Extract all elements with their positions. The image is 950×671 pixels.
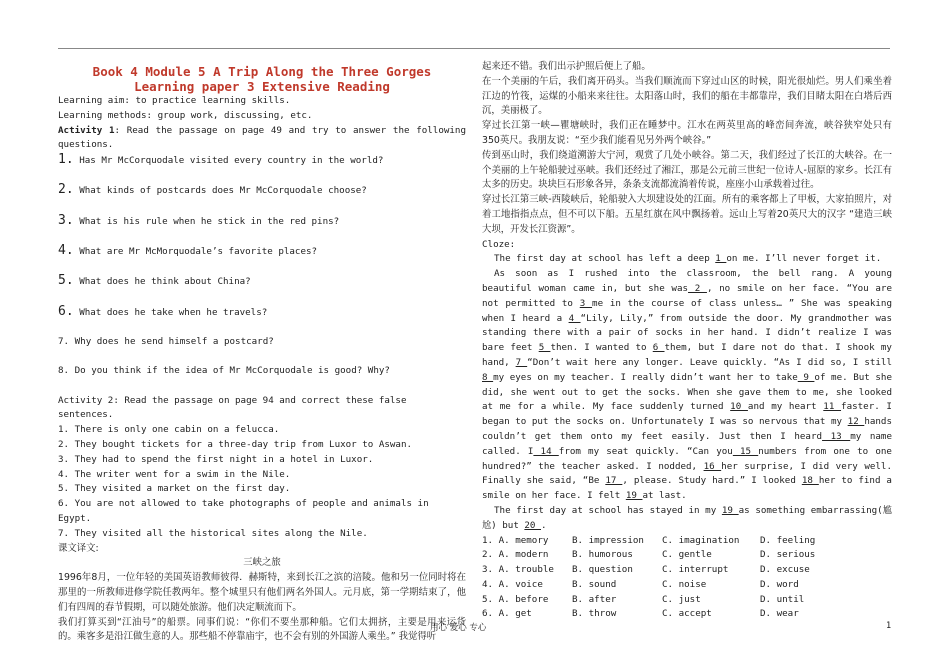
statement: 4. The writer went for a swim in the Nile. (58, 468, 291, 480)
title-line-2: Learning paper 3 Extensive Reading (134, 79, 390, 94)
activity-2-title: Activity 2: Read the passage on page 94 and correct these false sentences. (58, 394, 407, 421)
cloze-blank: 19 (721, 504, 739, 516)
cloze-blank: 18 (801, 475, 819, 487)
cloze-paragraph-2: As soon as I rushed into the classroom, the bell rang. A young beautiful woman came in, but she was 2 , no smile on her face. “You are not permitted to 3 me in the course of class unless… ” She was speaking when I heard a 4 “Lily, Lily,” from outside the door. My grandmother was standing there with a pair of socks in her hand. I didn’t realize I was bare feet 5 then. I wanted to 6 them, but I dare not do that. I shook my hand, 7 “Don’t wait here any longer. Leave quickly. “As I did so, I still 8 my eyes on my teacher. I really didn’t want her to take 9 of me. But she did, she went out to get the socks. When she gave them to me, she looked at me for a while. My face suddenly turned 10 and my heart 11 faster. I began to put the socks on. Unfortunately I was so nervous that my 12 hands couldn’t get them onto my feet easily. Just then I heard 13 my name called. I 14 from my seat quickly. “Can you 15 numbers from one to one hundred?” the teacher asked. I nodded, 16 her surprise, I did very well. Finally she said, “Be 17 , please. Study hard.” I looked 18 her to find a smile on her face. I felt 19 at last. (482, 268, 892, 502)
question: 4. What are Mr McMorquodale’s favorite places? (58, 243, 318, 259)
cloze-paragraph-1: The first day at school has left a deep 1 on me. I’ll never forget it. (494, 253, 882, 265)
cloze-blank: 9 (797, 371, 815, 383)
statement: 6. You are not allowed to take photographs of people and animals in Egypt. (58, 498, 429, 524)
translation-paragraph: 传到巫山时，我们绕道溯游大宁河，观赏了几处小峡谷。第二天，我们经过了长江的大峡谷。在一个美丽的上午轮船驶过巫峡。我们还经过了湘江，那是公元前三世纪一位诗人-屈原的家乡。长江有太多的历史。块块巨石形象各异，条条支流都流淌着传说，座座小山承载着过往。 (482, 149, 892, 191)
left-column (58, 60, 466, 645)
cloze-blank: 10 (730, 401, 748, 413)
cloze-blank: 20 (524, 519, 541, 531)
cloze-blank: 8 (482, 371, 494, 383)
translation-paragraph: 1996年8月，一位年轻的美国英语教师彼得．赫斯特，来到长江之滨的涪陵。他和另一位同时将在那里的一所教师进修学院任教两年。整个城里只有他们两名外国人。元月底，第一学期结束了，他们有四周的春节假期，可以随处旅游。他们决定顺流而下。 (58, 572, 466, 613)
translation-paragraph: 在一个美丽的午后，我们离开码头。当我们顺流而下穿过山区的时候，阳光很灿烂。男人们乘坐着江边的竹筏，运煤的小船来来往往。太阳落山时，我们的船在丰都靠岸，我们目睹太阳在白塔后西沉，美丽极了。 (482, 75, 892, 117)
cloze-blank: 19 (625, 490, 643, 502)
question: 1. Has Mr McCorquodale visited every country in the world? (58, 152, 384, 168)
cloze-blank: 2 (688, 282, 707, 294)
cloze-blank: 6 (652, 342, 665, 354)
statement: 1. There is only one cabin on a felucca. (58, 424, 280, 436)
activity-1-label: Activity 1 (58, 124, 115, 136)
question: 7. Why does he send himself a postcard? (58, 335, 274, 347)
cloze-blank: 3 (579, 297, 593, 309)
cloze-blank: 15 (732, 445, 759, 457)
question: 3. What is his rule when he stick in the red pins? (58, 212, 340, 228)
translation-paragraph: 穿过长江第一峡—瞿塘峡时，我们正在睡梦中。江水在两英里高的峰峦间奔流，峡谷狭窄处只有350英尺。我朋友说：“至少我们能看见另外两个峡谷。” (482, 120, 892, 146)
question: 5. What does he think about China? (58, 273, 251, 289)
option-row: 5. A. before B. after C. just D. until (482, 593, 805, 605)
cloze-blank: 7 (515, 356, 528, 368)
cloze-blank: 16 (703, 460, 722, 472)
statement: 7. They visited all the historical sites along the Nile. (58, 527, 368, 539)
option-row: 4. A. voice B. sound C. noise D. word (482, 578, 799, 590)
cloze-blank: 17 (605, 475, 623, 487)
translation-label: 课文译文: (58, 542, 99, 554)
question: 6. What does he take when he travels? (58, 303, 268, 319)
title-line-1: Book 4 Module 5 A Trip Along the Three Gorges (92, 64, 432, 79)
learning-methods: Learning methods: group work, discussing, etc. (58, 109, 313, 121)
cloze-blank: 1 (715, 253, 727, 265)
statement: 3. They had to spend the first night in a hotel in Luxor. (58, 453, 374, 465)
translation-paragraph: 起来还不错。我们出示护照后便上了船。 (482, 61, 651, 72)
question: 2. What kinds of postcards does Mr McCorquodale choose? (58, 182, 367, 198)
statement: 2. They bought tickets for a three-day trip from Luxor to Aswan. (58, 438, 413, 450)
cloze-blank: 14 (533, 445, 559, 457)
option-row: 1. A. memory B. impression C. imagination D. feeling (482, 534, 816, 546)
translation-title: 三峡之旅 (243, 557, 281, 569)
statement: 5. They visited a market on the first day. (58, 483, 291, 495)
cloze-blank: 12 (847, 416, 865, 428)
question: 8. Do you think if the idea of Mr McCorquodale is good? Why? (58, 365, 390, 377)
translation-paragraph: 穿过长江第三峡-西陵峡后，轮船驶入大坝建设处的江面。所有的乘客都上了甲板，大家拍照片，对着工地指指点点，但不可以下船。五星红旗在风中飘扬着。远山上写着20英尺大的汉字 “建造三峡大坝，开发长江资源”。 (482, 194, 892, 235)
option-row: 2. A. modern B. humorous C. gentle D. serious (482, 549, 816, 561)
option-row: 6. A. get B. throw C. accept D. wear (482, 608, 799, 620)
activity-1-instruction (58, 124, 466, 154)
right-column (482, 60, 892, 622)
footer-motto: 用心 爱心 专心 (430, 623, 487, 633)
translation-paragraph: 我们打算买到“江油号”的船票。同事们说：“你们不要坐那种船。它们太拥挤，主要是用来运货的。乘客多是沿江做生意的人。那些船不停靠庙宇，也不会有别的外国游人乘坐。” 我觉得听 (58, 616, 466, 643)
header-rule (58, 48, 890, 49)
cloze-blank: 5 (538, 342, 551, 354)
cloze-blank: 13 (822, 430, 851, 442)
learning-aim: Learning aim: to practice learning skills. (58, 95, 291, 106)
cloze-paragraph-3: The first day at school has stayed in my 19 as something embarrassing(尴尬) but 20 . (482, 504, 892, 531)
activity-1-text: : Read the passage on page 49 and try to answer the following questions. (58, 124, 466, 151)
page-number: 1 (886, 621, 892, 631)
option-row: 3. A. trouble B. question C. interrupt D. excuse (482, 564, 810, 576)
cloze-blank: 11 (823, 401, 842, 413)
cloze-label: Cloze: (482, 238, 516, 250)
cloze-blank: 4 (568, 312, 581, 324)
